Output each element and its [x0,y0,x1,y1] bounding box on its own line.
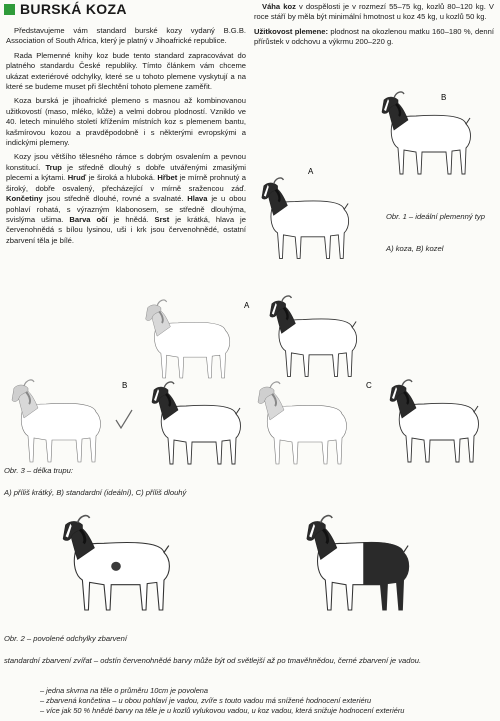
vaha-label: Váha koz [262,2,296,11]
trup-text: je středně dlouhý s dobře utvářenými zmasilými plecemi a kýtami. [6,162,246,183]
figure-3-caption: Obr. 3 – délka trupu: [4,466,73,475]
srst-text: je krátká, hlava je červenohnědá s bílou lysinou, uši i krk jsou červenohnědé, ostatní zbarvení těla je bílé. [6,214,246,245]
goat-standard [152,382,241,464]
uzitkovost-text: plodnost na okozlenou matku 160–180 %, denní přírůstek v odchovu a výkrmu 200–220 g. [254,26,494,47]
figure-2-caption: Obr. 2 – povolené odchylky zbarvení [4,634,127,643]
fig3-label-a: A [244,301,250,310]
bullet-item: – zbarvená končetina – u obou pohlaví je vadou, zvíře s touto vadou má snížené hodnocení exteriéru [40,696,372,705]
figure-1-caption: Obr. 1 – ideální plemenný typ [386,212,485,221]
koncetiny-text: jsou středně dlouhé, rovné a svalnaté. [46,194,184,204]
vaha-text: v dospělosti je v rozmezí 55–75 kg, kozlů 80–120 kg. V roce stáří by měla být minimální hmotnost u koz 45 kg, u kozlů 50 kg. [254,2,494,22]
uzitkovost-label: Užitkovost plemene: [254,26,329,36]
fig3-label-c: C [366,381,372,390]
goat-short [270,296,357,376]
bullet-item: – jedna skvrna na těle o průměru 10cm je povolena [40,686,209,695]
oci-label: Barva očí [69,214,108,224]
hrud-label: Hruď [67,173,87,183]
figure-2-illustration [0,508,500,628]
hrbet-label: Hřbet [157,173,178,183]
paragraph-weight [254,2,494,23]
figure-3 [0,290,500,500]
hrbet-text: je mírně prohnutý a široký, dobře osvalený, přecházející v mírně sražencou záď. [6,173,246,193]
fig3-label-b: B [122,381,128,390]
paragraph-origin: Koza burská je jihoafrické plemeno s masnou až kombinovanou užitkovostí (maso, mléko, kůže) a velmi dobrou plodností. Vzniklo ve 40. letech minulého století křížením místních koz s plemenem bantu, kašmírovou kozou a pravděpodobně i s některými evropskými a indickými plemeny. [6,96,246,148]
paragraph-body [6,152,246,246]
figure-2-description: standardní zbarvení zvířat – odstín červenohnědé barvy může být od světlejší až po tmavěhnědou, černé zbarvení je vadou. [4,656,422,665]
goat-standard-faded [12,380,101,462]
left-text-column [6,26,246,250]
body-intro: Kozy jsou většího tělesného rámce s dobrým osvalením a pevnou konstitucí. [6,152,246,172]
goat-half-colored [307,516,409,610]
fig1-label-b: B [441,93,447,102]
goat-short-faded [146,300,230,378]
figure-2-bullet-list [40,686,495,716]
goat-long [390,380,479,462]
srst-label: Srst [154,214,170,224]
goat-with-spot [63,516,169,610]
paragraph-council: Rada Plemenné knihy koz bude tento standard zapracovávat do platného standardu České republiky. Tímto článkem vám chceme ukázat exteriérové odchylky, které se u tohoto plemene vyskytují a na které se budeme muset při šlechtění tohoto plemene zaměřit. [6,50,246,92]
fig1-label-a: A [308,167,314,176]
body-spot [111,562,121,571]
article-title: BURSKÁ KOZA [20,1,127,17]
figure-1-subcaption: A) koza, B) kozel [386,244,444,253]
title-marker [4,4,15,15]
figure-3-illustration [0,290,500,465]
hlava-text: je u obou pohlaví rohatá, s výrazným klabonosem, se středně dlouhýma, svislýma ušima. [6,194,246,224]
trup-label: Trup [45,162,62,172]
right-text-column [254,2,494,52]
oci-text: je hnědá. [113,214,149,224]
figure-2 [0,508,500,721]
article-header [4,2,127,16]
body-colored-area [363,542,408,610]
hlava-label: Hlava [187,194,208,204]
hrud-text: je široká a hluboká. [88,173,155,183]
figure-1-illustration [256,84,496,264]
figure-1 [256,84,496,264]
paragraph-performance [254,27,494,48]
goat-female-illustration [262,178,349,258]
koncetiny-label: Končetiny [6,194,43,204]
goat-male-illustration [382,92,471,174]
paragraph-intro: Představujeme vám standard burské kozy vydaný B.G.B. Association of South Africa, který je platný v Jihoafrické republice. [6,26,246,46]
checkmark-icon [116,410,132,428]
bullet-item: – více jak 50 % hnědé barvy na těle je u kozlů vylukovou vadou, u koz vadou, která snižuje hodnocení exteriéru [40,706,405,715]
goat-long-faded [258,382,347,464]
figure-3-subcaption: A) příliš krátký, B) standardní (ideální), C) příliš dlouhý [4,488,187,497]
